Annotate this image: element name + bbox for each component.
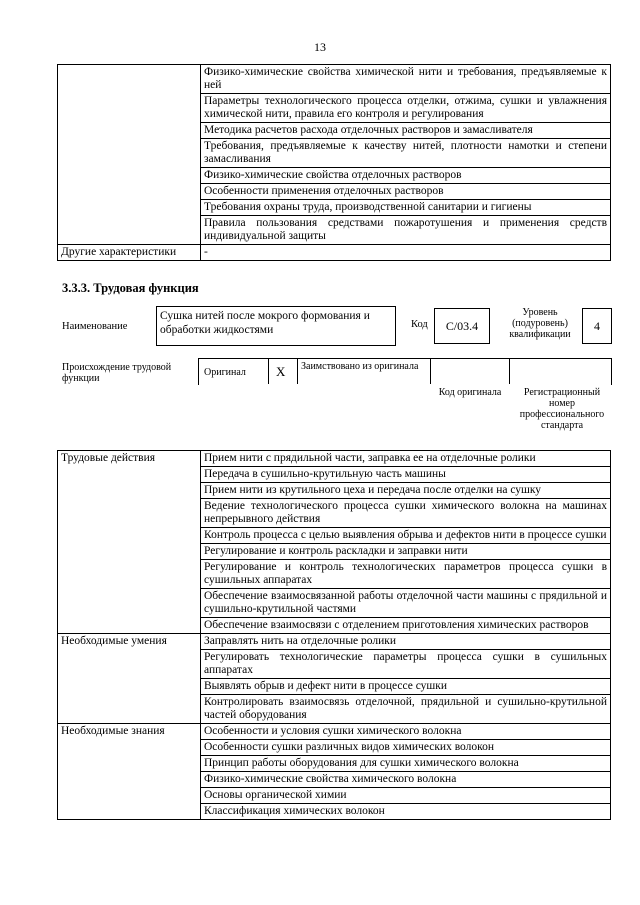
section-spacer <box>58 679 201 695</box>
reg-number-label: Регистрационный номер профессионального стандарта <box>519 387 605 431</box>
table-row <box>58 467 611 483</box>
section-spacer <box>58 618 201 634</box>
row-label: Другие характеристики <box>58 245 201 261</box>
section-spacer <box>58 483 201 499</box>
table-row <box>58 589 611 618</box>
table-row <box>58 679 611 695</box>
table-row <box>58 650 611 679</box>
level-label: Уровень (подуровень) квалификации <box>509 307 571 340</box>
table-row <box>58 788 611 804</box>
row-text: Параметры технологического процесса отделки, отжима, сушки и увлажнения химической нити, правила его контроля и регулирования <box>201 94 611 123</box>
table-row <box>58 740 611 756</box>
level-value: 4 <box>594 319 600 333</box>
item-text: Прием нити с прядильной части, заправка ее на отделочные ролики <box>201 451 611 467</box>
table-row <box>58 451 611 467</box>
row-text: Правила пользования средствами пожаротушения и применения средств индивидуальной защиты <box>201 216 611 245</box>
item-text: Регулирование и контроль технологических параметров процесса сушки в сушильных аппаратах <box>201 560 611 589</box>
item-text: Контролировать взаимосвязь отделочной, прядильной и сушильно-крутильной частей оборудования <box>201 695 611 724</box>
table-row <box>58 168 611 184</box>
section-spacer <box>58 772 201 788</box>
item-text: Прием нити из крутильного цеха и передача после отделки на сушку <box>201 483 611 499</box>
borrowed-label: Заимствовано из оригинала <box>301 361 419 372</box>
table-row <box>58 184 611 200</box>
row-text: Требования, предъявляемые к качеству нитей, плотности намотки и степени замасливания <box>201 139 611 168</box>
code-label: Код <box>411 319 428 330</box>
table-row <box>58 772 611 788</box>
row-label <box>58 94 201 123</box>
section-spacer <box>58 650 201 679</box>
item-text: Физико-химические свойства химического волокна <box>201 772 611 788</box>
item-text: Передача в сушильно-крутильную часть машины <box>201 467 611 483</box>
table-row <box>58 200 611 216</box>
section-spacer <box>58 589 201 618</box>
row-label <box>58 139 201 168</box>
table-row <box>58 634 611 650</box>
table-row <box>58 544 611 560</box>
table-row <box>58 756 611 772</box>
table-row <box>58 139 611 168</box>
item-text: Выявлять обрыв и дефект нити в процессе сушки <box>201 679 611 695</box>
section-spacer <box>58 788 201 804</box>
item-text: Особенности сушки различных видов химических волокон <box>201 740 611 756</box>
row-text: - <box>201 245 611 261</box>
section-spacer <box>58 467 201 483</box>
code-value: С/03.4 <box>445 319 479 333</box>
section-spacer <box>58 804 201 820</box>
name-box <box>156 306 396 346</box>
item-text: Основы органической химии <box>201 788 611 804</box>
row-label <box>58 65 201 94</box>
row-label <box>58 123 201 139</box>
row-label <box>58 200 201 216</box>
item-text: Обеспечение взаимосвязанной работы отделочной части машины с прядильной и сушильно-крутильной частями <box>201 589 611 618</box>
table-row <box>58 245 611 261</box>
section-spacer <box>58 560 201 589</box>
table-row <box>58 499 611 528</box>
section-spacer <box>58 740 201 756</box>
item-text: Классификация химических волокон <box>201 804 611 820</box>
name-label: Наименование <box>62 321 128 332</box>
level-box <box>582 308 612 344</box>
knowledge-table-continued <box>57 64 611 261</box>
item-text: Обеспечение взаимосвязи с отделением приготовления химических растворов <box>201 618 611 634</box>
code-box <box>434 308 490 344</box>
item-text: Особенности и условия сушки химического волокна <box>201 724 611 740</box>
row-label <box>58 168 201 184</box>
section-title: Трудовые действия <box>58 451 201 467</box>
row-label <box>58 184 201 200</box>
table-row <box>58 560 611 589</box>
section-spacer <box>58 544 201 560</box>
section-title: Необходимые знания <box>58 724 201 740</box>
page-number: 13 <box>314 40 326 54</box>
original-mark: X <box>276 364 286 379</box>
item-text: Принцип работы оборудования для сушки химического волокна <box>201 756 611 772</box>
table-row <box>58 695 611 724</box>
table-row <box>58 483 611 499</box>
row-text: Особенности применения отделочных растворов <box>201 184 611 200</box>
origin-label: Происхождение трудовой функции <box>62 362 172 384</box>
row-label <box>58 216 201 245</box>
table-row <box>58 618 611 634</box>
item-text: Ведение технологического процесса сушки химического волокна на машинах непрерывного действия <box>201 499 611 528</box>
row-text: Физико-химические свойства химической нити и требования, предъявляемые к ней <box>201 65 611 94</box>
table-row <box>58 94 611 123</box>
labor-function-table <box>57 450 611 820</box>
name-value: Сушка нитей после мокрого формования и обработки жидкостями <box>160 310 370 336</box>
section-spacer <box>58 499 201 528</box>
row-text: Требования охраны труда, производственной санитарии и гигиены <box>201 200 611 216</box>
table-row <box>58 804 611 820</box>
section-spacer <box>58 695 201 724</box>
item-text: Регулировать технологические параметры процесса сушки в сушильных аппаратах <box>201 650 611 679</box>
table-row <box>58 528 611 544</box>
section-heading: 3.3.3. Трудовая функция <box>62 281 199 295</box>
row-text: Методика расчетов расхода отделочных растворов и замасливателя <box>201 123 611 139</box>
section-spacer <box>58 756 201 772</box>
table-row <box>58 216 611 245</box>
original-label: Оригинал <box>204 367 246 378</box>
item-text: Заправлять нить на отделочные ролики <box>201 634 611 650</box>
table-row <box>58 65 611 94</box>
row-text: Физико-химические свойства отделочных растворов <box>201 168 611 184</box>
section-spacer <box>58 528 201 544</box>
code-original-label: Код оригинала <box>438 387 502 398</box>
table-row <box>58 724 611 740</box>
item-text: Контроль процесса с целью выявления обрыва и дефектов нити в процессе сушки <box>201 528 611 544</box>
table-row <box>58 123 611 139</box>
section-title: Необходимые умения <box>58 634 201 650</box>
item-text: Регулирование и контроль раскладки и заправки нити <box>201 544 611 560</box>
